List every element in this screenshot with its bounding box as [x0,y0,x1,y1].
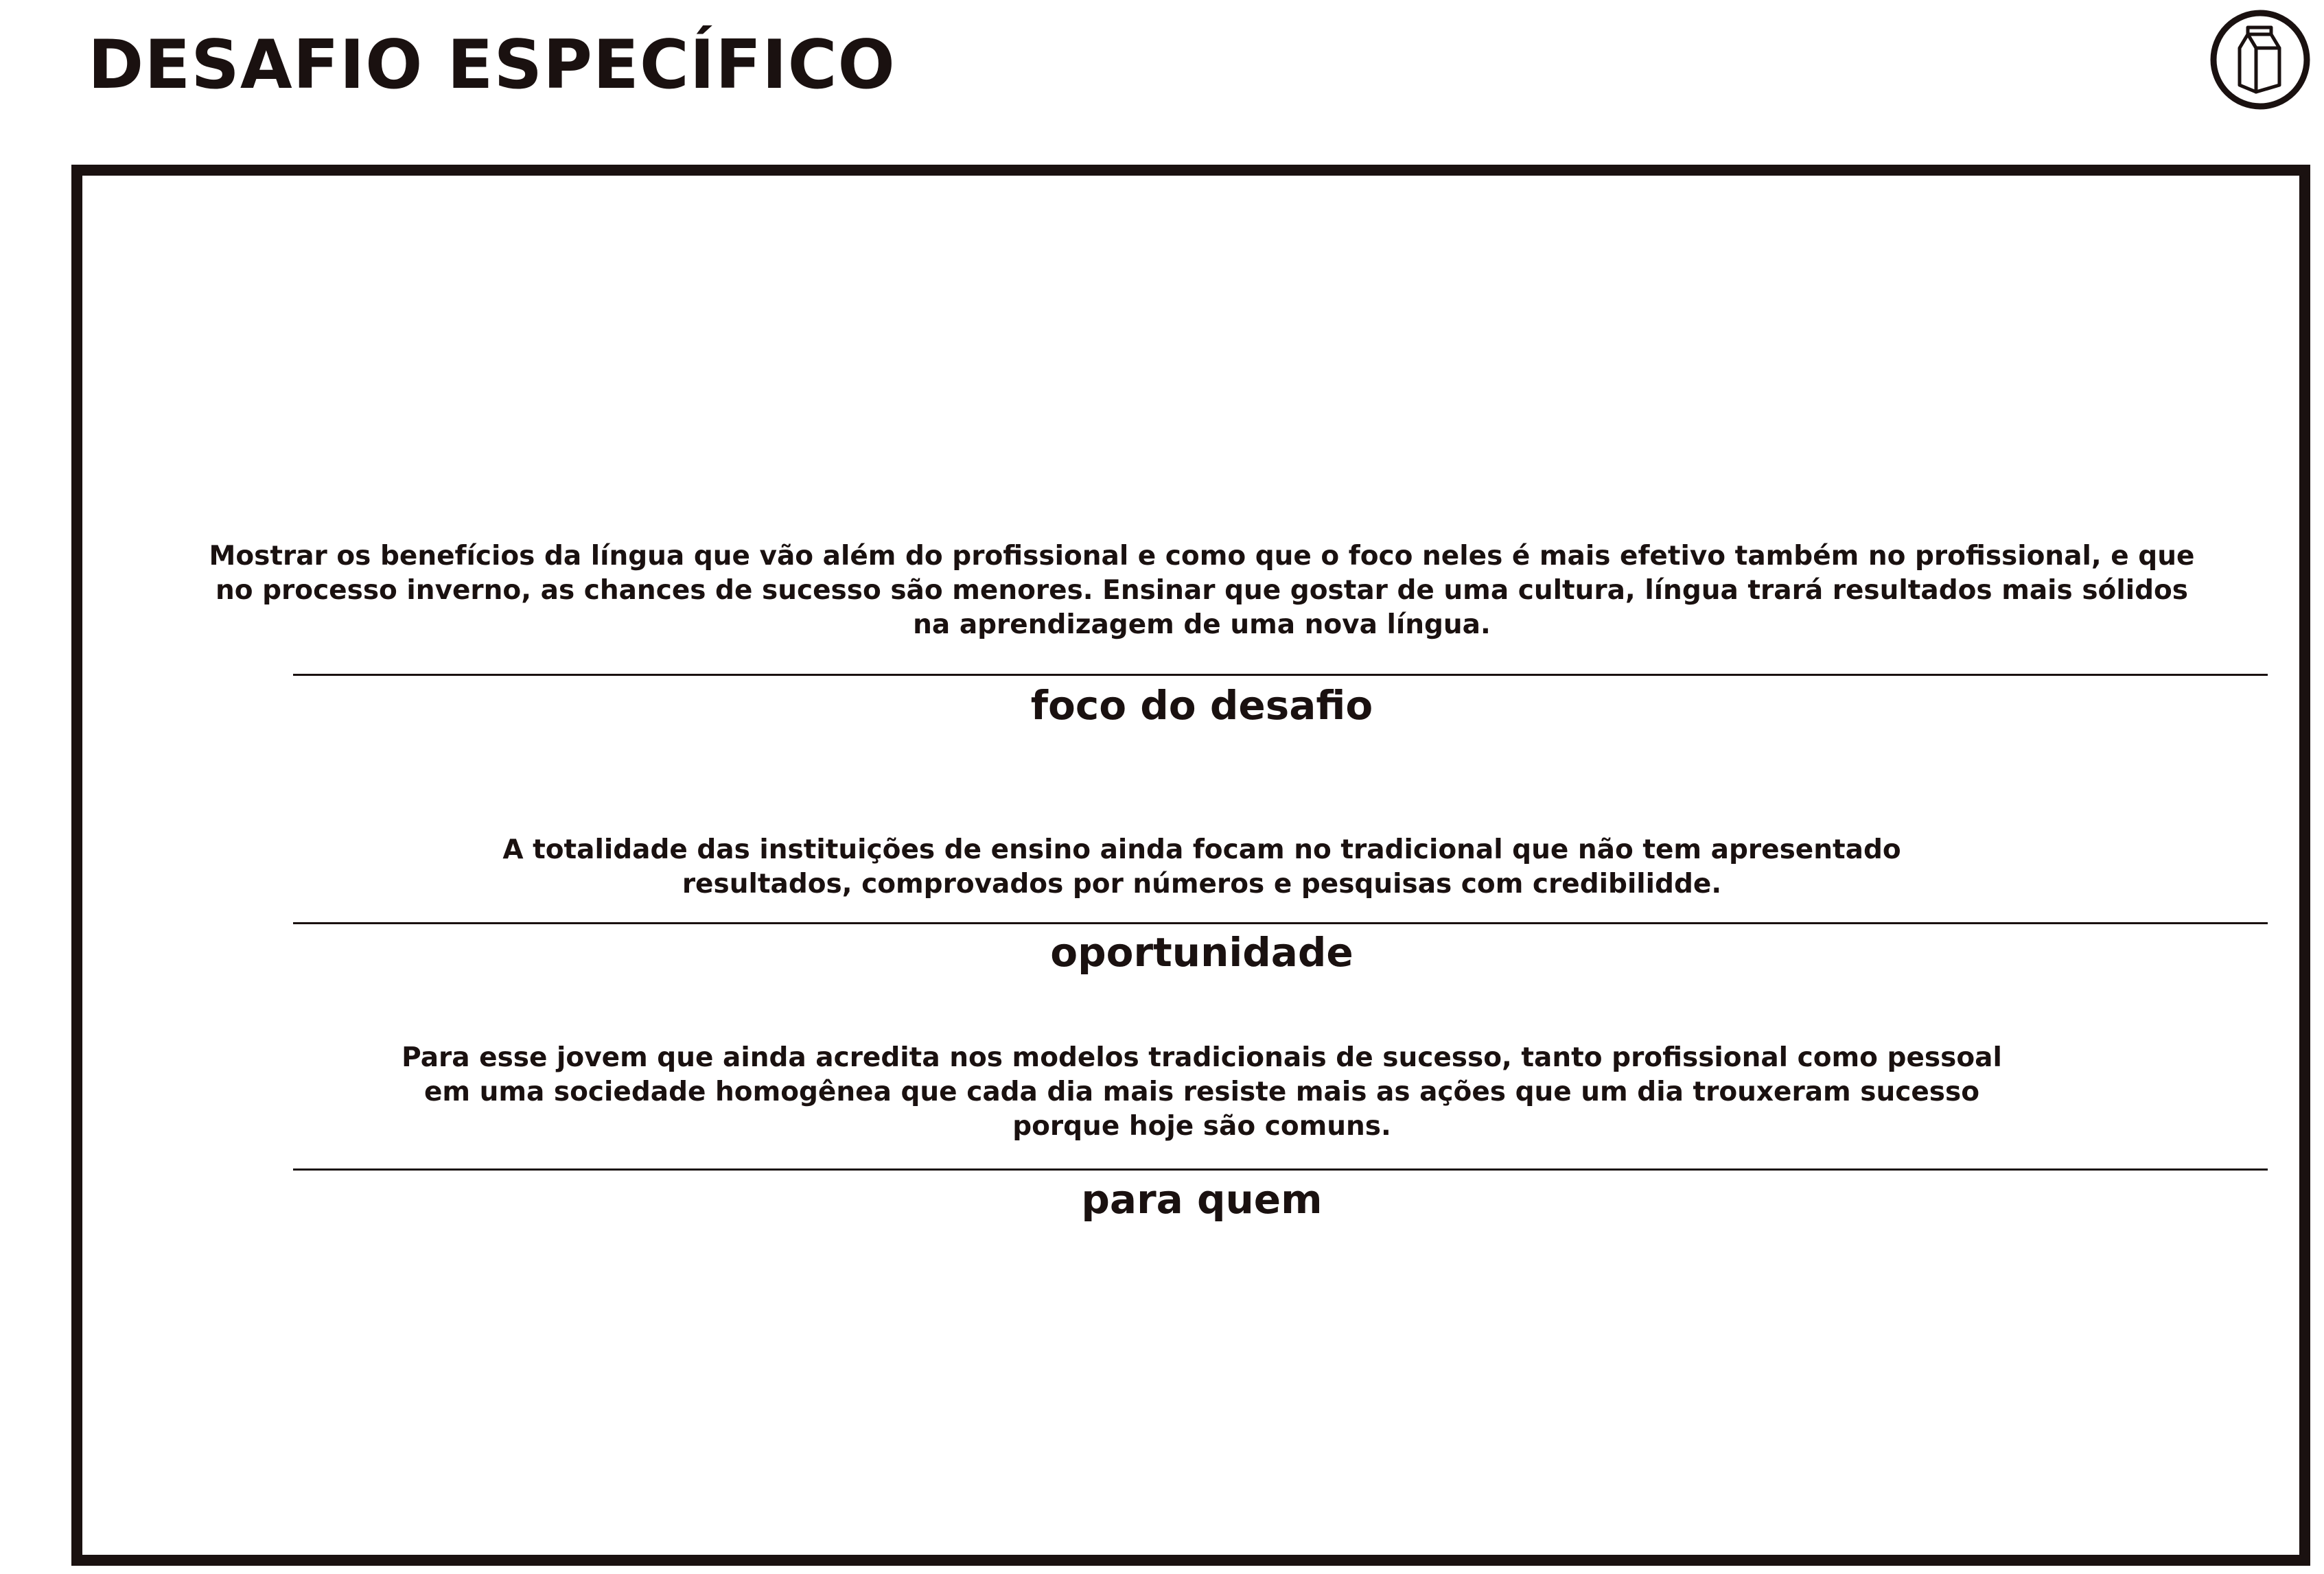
challenge-focus-line: no processo inverno, as chances de sucesso são menores. Ensinar que gostar de uma cultura, língua trará resultados mais sólidos [215,575,2188,606]
content-frame [71,165,2310,1566]
audience-line: Para esse jovem que ainda acredita nos modelos tradicionais de sucesso, tanto profissional como pessoal [402,1042,2002,1073]
divider-line [293,1168,2268,1171]
challenge-focus-line: Mostrar os benefícios da língua que vão além do profissional e como que o foco neles é mais efetivo também no profissional, e que [209,541,2195,572]
section-label-para-quem: para quem [1081,1176,1323,1223]
section-label-foco-do-desafio: foco do desafio [1030,682,1373,729]
opportunity-line: resultados, comprovados por números e pesquisas com credibilidde. [682,869,1722,900]
challenge-focus-text [82,539,2321,642]
opportunity-line: A totalidade das instituições de ensino ainda focam no tradicional que não tem apresentado [502,834,1901,865]
audience-line: em uma sociedade homogênea que cada dia mais resiste mais as ações que um dia trouxeram sucesso [423,1077,1980,1107]
challenge-focus-line: na aprendizagem de uma nova língua. [913,609,1491,640]
page-title: DESAFIO ESPECÍFICO [88,26,896,104]
audience-line: porque hoje são comuns. [1012,1111,1391,1142]
divider-line [293,674,2268,676]
divider-line [293,922,2268,924]
milk-carton-icon [2209,8,2312,111]
section-label-oportunidade: oportunidade [1050,929,1353,976]
opportunity-text [82,833,2321,902]
audience-text [82,1041,2321,1144]
